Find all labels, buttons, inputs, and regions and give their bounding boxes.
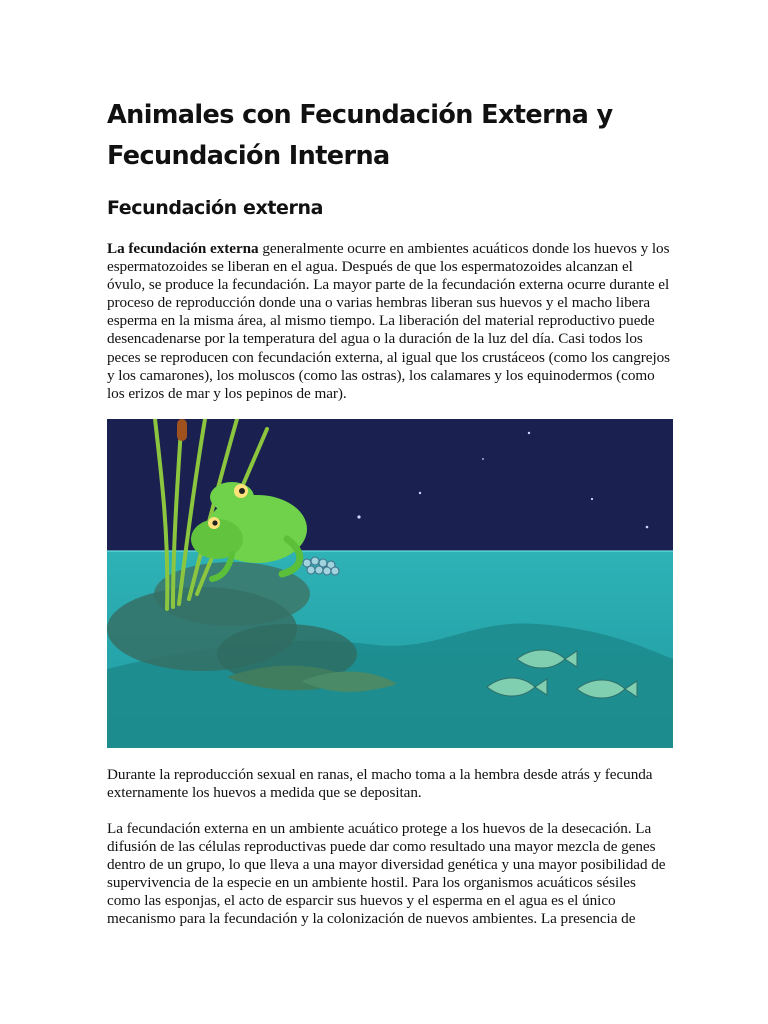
- paragraph-external-fertilization: [107, 240, 673, 403]
- paragraph-frog-reproduction: Durante la reproducción sexual en ranas, el macho toma a la hembra desde atrás y fecunda externamente los huevos a medida que se depositan.: [107, 766, 653, 802]
- paragraph-aquatic-environment: La fecundación externa en un ambiente acuático protege a los huevos de la desecación. La difusión de las células reproductivas puede dar como resultado una mayor mezcla de genes dentro de un grupo, lo que lleva a una mayor diversidad genética y una mayor posibilidad de supervivencia de la especie en un ambiente hostil. Para los organismos acuáticos sésiles como las esponjas, el acto de esparcir sus huevos y el esperma en el agua es el único mecanismo para la fecundación y la colonización de nuevos ambientes. La presencia de: [107, 820, 666, 928]
- paragraph-body: generalmente ocurre en ambientes acuáticos donde los huevos y los espermatozoides se liberan en el agua. Después de que los espermatozoides alcanzan el óvulo, se produce la fecundación. La mayor parte de la fecundación externa ocurre durante el proceso de reproducción donde una o varias hembras liberan sus huevos y el macho libera esperma en la misma área, al mismo tiempo. La liberación del material reproductivo puede desencadenarse por la temperatura del agua o la duración de la luz del día. Casi todos los peces se reproducen con fecundación externa, al igual que los crustáceos (como los cangrejos y los camarones), los moluscos (como las ostras), los calamares y los equinodermos (como los erizos de mar y los pepinos de mar).: [107, 240, 671, 402]
- night-sky: [107, 419, 673, 551]
- paragraph-lead-bold: La fecundación externa: [107, 240, 259, 257]
- page-title: Animales con Fecundación Externa y Fecundación Interna: [107, 100, 613, 171]
- frogs-fish-illustration: [107, 419, 673, 748]
- cattail: [177, 419, 187, 441]
- section-heading: Fecundación externa: [107, 197, 324, 219]
